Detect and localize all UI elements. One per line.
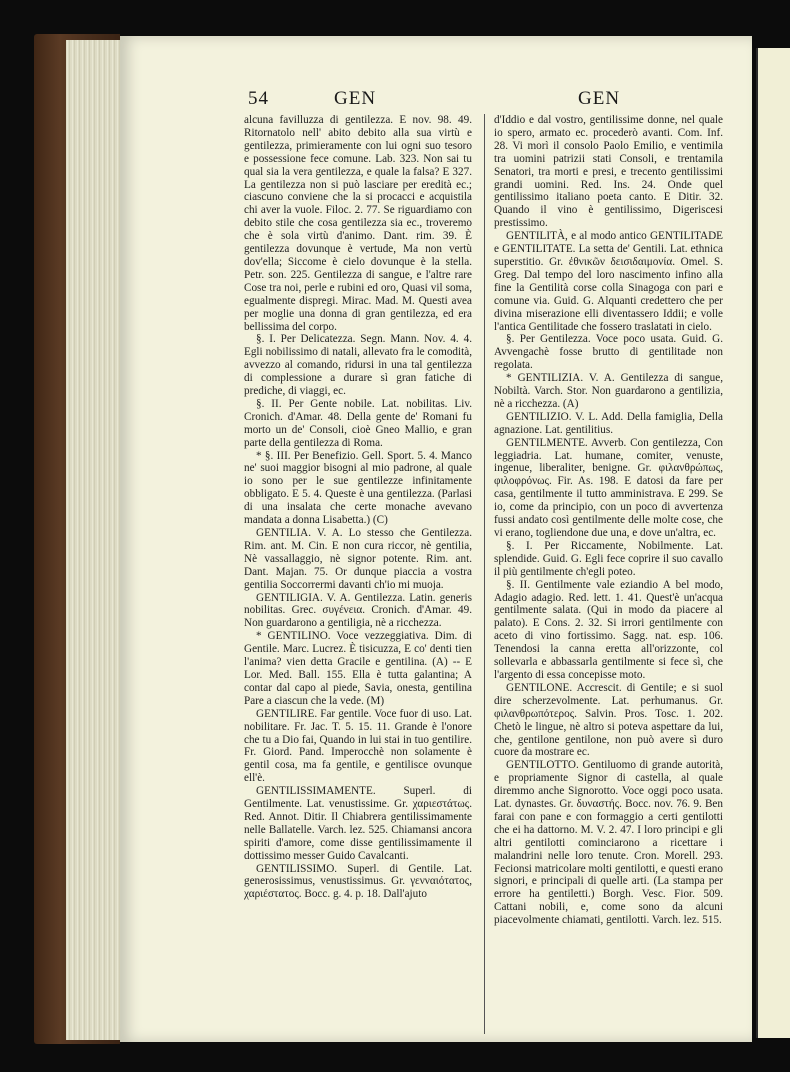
entry-paragraph: GENTILIZIO. V. L. Add. Della famiglia, Della agnazione. Lat. gentilitius. bbox=[494, 410, 723, 436]
left-column bbox=[244, 114, 472, 901]
entry-paragraph: GENTILIGIA. V. A. Gentilezza. Latin. generis nobilitas. Grec. συγένεια. Cronich. d'Amar. 49. Non guardarono a gentiligia, nè a ricchezza. bbox=[244, 591, 472, 630]
entry-paragraph: §. II. Gentilmente vale eziandio A bel modo, Adagio adagio. Red. lett. 1. 41. Quest'è un'acqua gentilmente salata. (Qui in modo da piacere al palato). E Cons. 2. 32. Si irrori gentilmente con aceto di vino fortissimo. Sagg. nat. esp. 106. Tenendosi la canna eretta all'orizzonte, col sollevarla e abbassarla gentilmente si fece sì, che l'argento di essa concepisse moto. bbox=[494, 578, 723, 681]
entry-paragraph: GENTILISSIMO. Superl. di Gentile. Lat. generosissimus, venustissimus. Gr. γενναιότατος, χαριέστατος. Bocc. g. 4. p. 18. Dall'ajuto bbox=[244, 862, 472, 901]
running-head-right: GEN bbox=[578, 88, 621, 109]
right-column bbox=[494, 114, 723, 927]
entry-paragraph: GENTILONE. Accrescit. di Gentile; e si suol dire scherzevolmente. Lat. perhumanus. Gr. φιλανθρωπότερος. Salvin. Pros. Tosc. 1. 202. Chetò le lingue, nè altro si poteva aspettare da lui, che, gentilone gentilone, non può avere sì duro cuore da mostrare ec. bbox=[494, 681, 723, 759]
entry-paragraph: §. Per Gentilezza. Voce poco usata. Guid. G. Avvengachè fosse brutto di gentilitade non regolata. bbox=[494, 333, 723, 372]
entry-paragraph: GENTILITÀ, e al modo antico GENTILITADE e GENTILITATE. La setta de' Gentili. Lat. ethnica superstitio. Gr. ἐθνικῶν δεισιδαιμονία. Omel. S. Greg. Dal tempo del loro nascimento infino alla fine la Gentilità corse colla Sinagoga con pari e comune via. Guid. G. Alquanti credettero che per divina miserazione elli diventassero Iddii; e volle l'antica Gentilitade che fossero traslatati in cielo. bbox=[494, 230, 723, 333]
entry-paragraph: GENTILIRE. Far gentile. Voce fuor di uso. Lat. nobilitare. Fr. Jac. T. 5. 15. 11. Grande è l'onore che tu a Dio fai, Quando in lui stai in tuo gentilire. Fr. Giord. Pand. Imperocchè non solamente è gentil cosa, ma fa gentile, e gentilisce ovunque ell'è. bbox=[244, 707, 472, 785]
entry-paragraph: §. I. Per Delicatezza. Segn. Mann. Nov. 4. 4. Egli nobilissimo di natali, allevato fra le comodità, avvezzo al comando, ridursi in una tal gentilezza di complessione a durare sì gran fatiche di prediche, di viaggi, ec. bbox=[244, 333, 472, 398]
entry-paragraph: §. II. Per Gente nobile. Lat. nobilitas. Liv. Cronich. d'Amar. 48. Della gente de' Romani fu morto un de' Consoli, cioè Gneo Mallio, e gran parte della gentilezza di Roma. bbox=[244, 397, 472, 449]
entry-paragraph: GENTILIA. V. A. Lo stesso che Gentilezza. Rim. ant. M. Cin. E non cura riccor, nè gentilia, Nè vassallaggio, nè signor potente. Rim. ant. Dant. Majan. 75. Or dunque piaccia a vostra gentilia Soccorrermi davanti ch'io mi muoja. bbox=[244, 527, 472, 591]
entry-paragraph: * GENTILINO. Voce vezzeggiativa. Dim. di Gentile. Marc. Lucrez. È tisicuzza, E co' denti tien l'anima? vien detta Gracile e gentilina. (A) -- E Lor. Med. Ball. 155. Ella è tutta galantina; A contar dal capo al piede, Savia, onesta, gentilina Pare a ciascun che la vede. (M) bbox=[244, 630, 472, 707]
entry-paragraph: GENTILISSIMAMENTE. Superl. di Gentilmente. Lat. venustissime. Gr. χαριεστάτως. Red. Annot. Ditir. Il Chiabrera gentilissimamente nelle Ballatelle. Varch. lez. 525. Chiamansi ancora spiriti d'amore, come disse gentilissimamente il dottissimo messer Guido Cavalcanti. bbox=[244, 785, 472, 862]
entry-paragraph: * GENTILIZIA. V. A. Gentilezza di sangue, Nobiltà. Varch. Stor. Non guardarono a gentilizia, nè a ricchezza. (A) bbox=[494, 372, 723, 410]
entry-paragraph: §. I. Per Riccamente, Nobilmente. Lat. splendide. Guid. G. Egli fece coprire il suo cavallo il più gentilmente ch'egli poteo. bbox=[494, 539, 723, 578]
running-head-left: GEN bbox=[334, 88, 377, 109]
entry-paragraph: alcuna favilluzza di gentilezza. E nov. 98. 49. Ritornatolo nell' abito debito alla sua virtù e gentilezza, primieramente con lui ogni suo tesoro e possessione fece comune. Lab. 323. Non sai tu qual sia la vera gentilezza, e quale la falsa? E 327. La gentilezza non si può lasciare per eredità ec.; ciascuno conviene che la si procacci e acquistila chi aver la vuole. Filoc. 2. 77. Se riguardiamo con debito stile che cosa gentilezza sia ec., troveremo che è sola virtù d'animo. Dant. rim. 39. È gentilezza dovunque è vertude, Ma non vertù dov'ella; Siccome è cielo dovunque è la stella. Petr. son. 225. Gentilezza di sangue, e l'altre rare Cose tra noi, perle e rubini ed oro, Quasi vil soma, egualmente dispregi. Mirac. Mad. M. Questi avea per moglie una donna di gran gentilezza, ed era bellissima del corpo. bbox=[244, 114, 472, 333]
entry-paragraph: GENTILOTTO. Gentiluomo di grande autorità, e propriamente Signor di castella, al quale diremmo anche Signorotto. Voce oggi poco usata. Lat. dynastes. Gr. δυναστής. Bocc. nov. 76. 9. Ben farai con pane e con formaggio a certi gentilotti che ei ha dattorno. M. V. 2. 47. I loro principi e gli altri gentilotti cominciarono a ricettare i malandrini nelle loro tenute. Cron. Morell. 293. Fecionsi matricolare molti gentilotti, e questi erano signori, e principali di quelle arti. (La stampa per errore ha gentiletti.) Borgh. Vesc. Fior. 509. Cattani nobili, e, come sono da alcuni piacevolmente chiamati, gentilotti. Varch. lez. 515. bbox=[494, 759, 723, 927]
page-number: 54 bbox=[248, 88, 269, 109]
page-edges bbox=[66, 40, 124, 1040]
facing-page-edge bbox=[756, 48, 790, 1038]
column-rule bbox=[484, 114, 485, 1034]
entry-paragraph: * §. III. Per Benefizio. Gell. Sport. 5. 4. Manco ne' suoi maggior bisogni al mio padrone, al quale io sono per le sue gentilezze infinitamente obbligato. E 5. 4. Queste è una gentilezza. (Parlasi di una insalata che certe monache avevano mandata a donna Lisabetta.) (C) bbox=[244, 449, 472, 527]
entry-paragraph: d'Iddio e dal vostro, gentilissime donne, nel quale io spero, armato ec. procederò avanti. Com. Inf. 28. Vi morì il consolo Paolo Emilio, e ventimila tra uomini patrizii stati Consoli, e trentamila Senatori, tra morti e presi, e trecento gentilissimi grandi uomini. Red. Ins. 24. Onde quel gentilissimo italiano poeta canto. E Ditir. 32. Quando il vino è gentilissimo, Digeriscesi prestissimo. bbox=[494, 114, 723, 230]
entry-paragraph: GENTILMENTE. Avverb. Con gentilezza, Con leggiadria. Lat. humane, comiter, venuste, ingenue, liberaliter, benigne. Gr. φιλανθρώπως, φιλοφρόνως. Fir. As. 198. E datosi da fare per casa, gentilmente il tutto amministrava. E 299. Se io, come da principio, con un poco di avvertenza fussi andato così gentilmente delle molte cose, che vi erano, togliendone due una, e dove un'altra, ec. bbox=[494, 436, 723, 539]
